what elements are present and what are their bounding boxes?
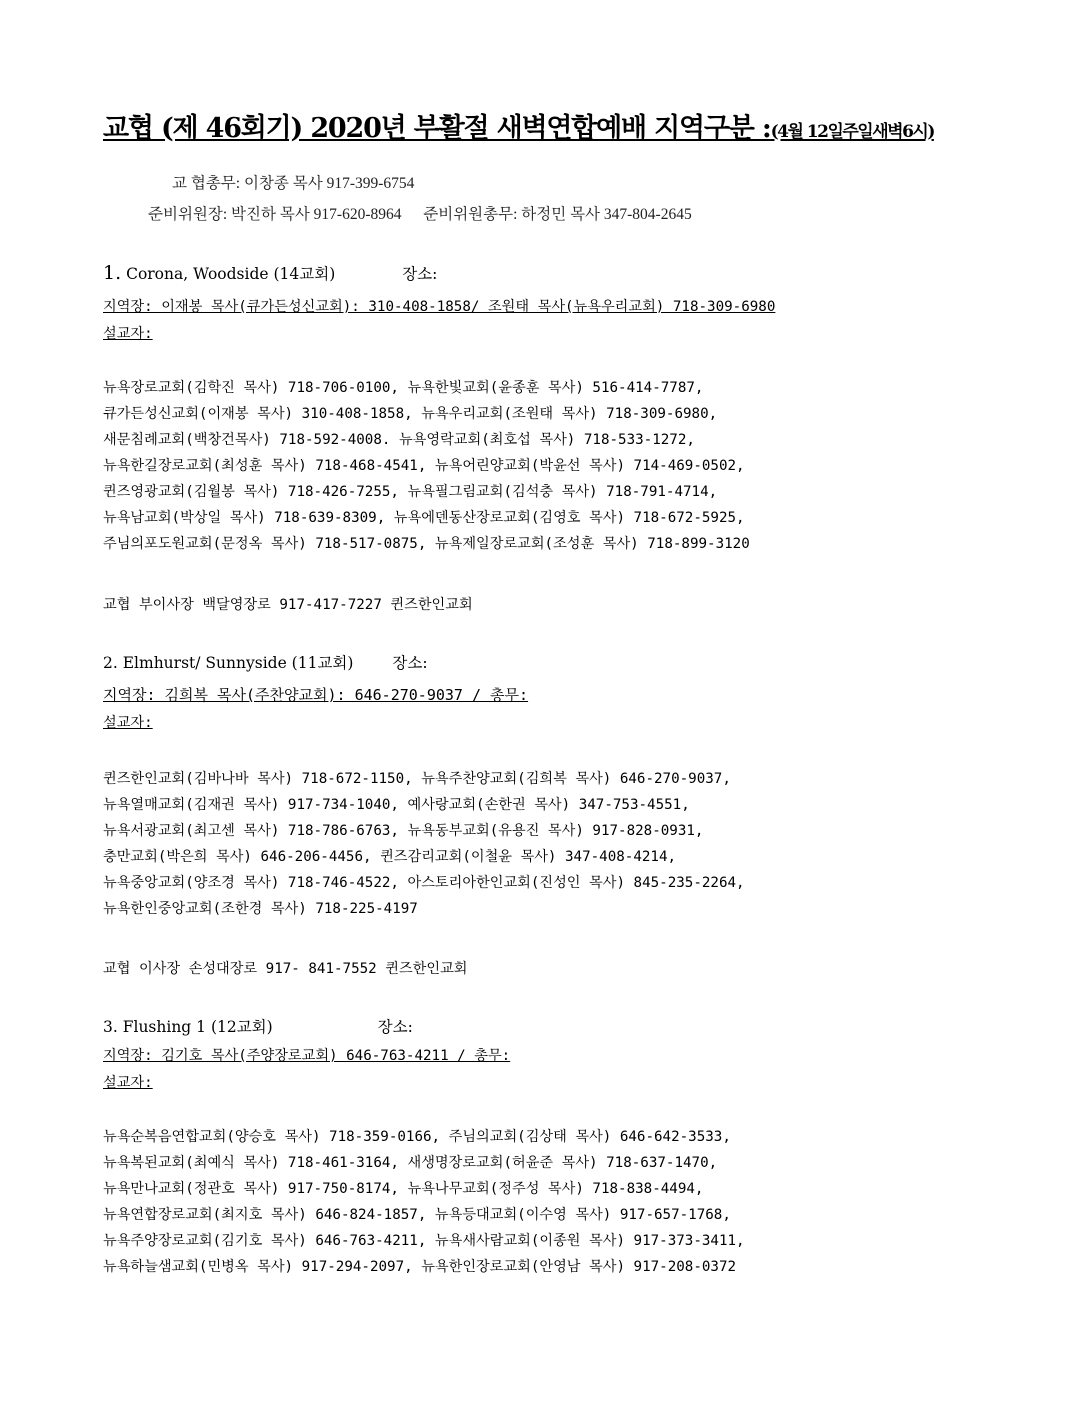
section-region: Flushing 1 (12교회) — [122, 1018, 273, 1036]
church-line: 뉴욕하늘샘교회(민병옥 목사) 917-294-2097, 뉴욕한인장로교회(안영남 목사) 917-208-0372 — [103, 1259, 737, 1275]
document-title — [103, 106, 934, 145]
church-line: 뉴욕연합장로교회(최지호 목사) 646-824-1857, 뉴욕등대교회(이수영 목사) 917-657-1768, — [103, 1207, 731, 1223]
section-number: 3. — [103, 1018, 118, 1036]
church-line: 뉴욕장로교회(김학진 목사) 718-706-0100, 뉴욕한빛교회(윤종훈 목사) 516-414-7787, — [103, 380, 704, 396]
church-line: 뉴욕한길장로교회(최성훈 목사) 718-468-4541, 뉴욕어린양교회(박윤선 목사) 714-469-0502, — [103, 458, 745, 474]
church-line: 뉴욕열매교회(김재권 목사) 917-734-1040, 예사랑교회(손한권 목사) 347-753-4551, — [103, 797, 690, 813]
section-2-church-list — [103, 766, 745, 922]
section-place-label: 장소: — [402, 265, 438, 283]
church-line: 퀸즈영광교회(김월봉 목사) 718-426-7255, 뉴욕필그림교회(김석충 목사) 718-791-4714, — [103, 484, 718, 500]
church-line: 큐가든성신교회(이재봉 목사) 310-408-1858, 뉴욕우리교회(조원태 목사) 718-309-6980, — [103, 406, 718, 422]
section-2-leader: 지역장: 김희복 목사(주찬양교회): 646-270-9037 / 총무: — [103, 686, 529, 704]
church-line: 뉴욕서광교회(최고센 목사) 718-786-6763, 뉴욕동부교회(유용진 목사) 917-828-0931, — [103, 823, 704, 839]
document-title-date: (4월 12일주일새벽6시) — [770, 122, 934, 142]
prep-committee-officers — [148, 202, 692, 224]
section-1-note: 교협 부이사장 백달영장로 917-417-7227 퀸즈한인교회 — [103, 597, 473, 613]
church-line: 뉴욕복된교회(최예식 목사) 718-461-3164, 새생명장로교회(허윤준 목사) 718-637-1470, — [103, 1155, 718, 1171]
section-place-label: 장소: — [377, 1018, 413, 1036]
church-line: 뉴욕만나교회(정관호 목사) 917-750-8174, 뉴욕나무교회(정주성 목사) 718-838-4494, — [103, 1181, 704, 1197]
section-1-leader: 지역장: 이재봉 목사(큐가든성신교회): 310-408-1858/ 조원태 목사(뉴욕우리교회) 718-309-6980 — [103, 299, 776, 315]
section-3-preacher: 설교자: — [103, 1075, 153, 1091]
prep-secretary: 준비위원총무: 하정민 목사 347-804-2645 — [423, 206, 692, 223]
section-1-heading — [103, 262, 437, 284]
church-line: 뉴욕주양장로교회(김기호 목사) 646-763-4211, 뉴욕새사람교회(이종원 목사) 917-373-3411, — [103, 1233, 745, 1249]
church-line: 뉴욕한인중앙교회(조한경 목사) 718-225-4197 — [103, 901, 418, 917]
church-line: 뉴욕순복음연합교회(양승호 목사) 718-359-0166, 주님의교회(김상태 목사) 646-642-3533, — [103, 1129, 731, 1145]
section-number: 2. — [103, 654, 118, 672]
church-line: 뉴욕중앙교회(양조경 목사) 718-746-4522, 아스토리아한인교회(진성인 목사) 845-235-2264, — [103, 875, 745, 891]
section-3-church-list — [103, 1124, 745, 1280]
section-number: 1. — [103, 262, 122, 284]
church-line: 뉴욕남교회(박상일 목사) 718-639-8309, 뉴욕에덴동산장로교회(김영호 목사) 718-672-5925, — [103, 510, 745, 526]
section-region: Corona, Woodside (14교회) — [126, 265, 336, 283]
document-title-main: 교협 (제 46회기) 2020년 부활절 새벽연합예배 지역구분 : — [103, 113, 771, 144]
church-line: 퀸즈한인교회(김바나바 목사) 718-672-1150, 뉴욕주찬양교회(김희복 목사) 646-270-9037, — [103, 771, 731, 787]
section-1-church-list — [103, 375, 750, 557]
general-secretary: 교 협총무: 이창종 목사 917-399-6754 — [172, 175, 415, 192]
section-2-heading — [103, 651, 428, 673]
prep-chair: 준비위원장: 박진하 목사 917-620-8964 — [148, 206, 402, 223]
church-line: 충만교회(박은희 목사) 646-206-4456, 퀸즈감리교회(이철윤 목사) 347-408-4214, — [103, 849, 677, 865]
section-place-label: 장소: — [392, 654, 428, 672]
section-3-heading — [103, 1015, 413, 1037]
section-2-note: 교협 이사장 손성대장로 917- 841-7552 퀸즈한인교회 — [103, 961, 468, 977]
section-2-preacher: 설교자: — [103, 715, 153, 731]
church-line: 새문침례교회(백창건목사) 718-592-4008. 뉴욕영락교회(최호섭 목사) 718-533-1272, — [103, 432, 695, 448]
church-line: 주님의포도원교회(문정옥 목사) 718-517-0875, 뉴욕제일장로교회(조성훈 목사) 718-899-3120 — [103, 536, 750, 552]
section-1-preacher: 설교자: — [103, 326, 153, 342]
section-3-leader: 지역장: 김기호 목사(주양장로교회) 646-763-4211 / 총무: — [103, 1048, 511, 1064]
section-region: Elmhurst/ Sunnyside (11교회) — [122, 654, 354, 672]
